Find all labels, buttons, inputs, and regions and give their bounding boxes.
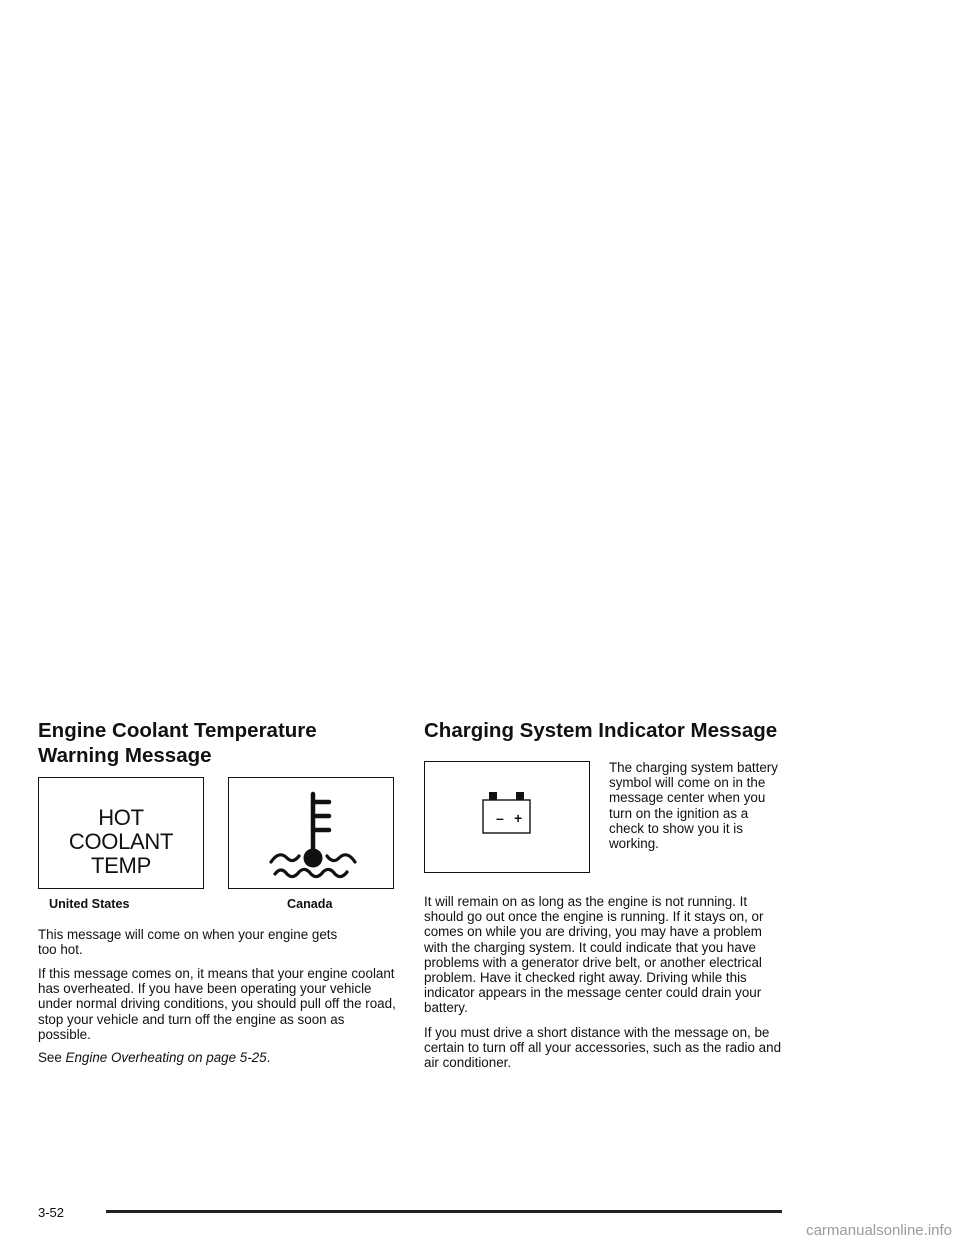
- hot-line: HOT: [98, 805, 144, 830]
- battery-icon: [425, 762, 588, 871]
- battery-symbol-box: [424, 761, 590, 873]
- charging-side-text: The charging system battery symbol will come on in the message center when you turn on the ignition as a check to show you it is working.: [609, 760, 778, 852]
- section-heading-charging: Charging System Indicator Message: [424, 719, 778, 742]
- coolant-symbol-canada: [228, 777, 394, 889]
- engine-overheating-link[interactable]: Engine Overheating on page 5-25: [65, 1050, 267, 1065]
- hot-coolant-temp-symbol-us: [38, 777, 204, 889]
- coolant-line: COOLANT: [68, 829, 174, 854]
- coolant-see-reference: [38, 1050, 400, 1065]
- hot-coolant-temp-text: [39, 806, 203, 878]
- coolant-para-2: If this message comes on, it means that your engine coolant has overheated. If you have been operating your vehicle under normal driving conditions, you should pull off the road, stop your vehicle and turn off the engine as soon as possible.: [38, 966, 396, 1042]
- battery-plus: +: [514, 810, 523, 826]
- footer-rule: [106, 1210, 782, 1213]
- watermark: carmanualsonline.info: [806, 1222, 952, 1239]
- charging-para-2: If you must drive a short distance with the message on, be certain to turn off all your accessories, such as the radio and air conditioner.: [424, 1025, 782, 1071]
- see-prefix: See: [38, 1050, 66, 1065]
- battery-minus: –: [496, 810, 504, 826]
- coolant-para-1: This message will come on when your engine gets too hot.: [38, 927, 338, 958]
- see-suffix: .: [266, 1050, 271, 1065]
- coolant-temperature-icon: [229, 778, 392, 887]
- section-heading-coolant-line1: Engine Coolant Temperature: [38, 719, 317, 742]
- caption-united-states: United States: [49, 897, 130, 911]
- caption-canada: Canada: [287, 897, 333, 911]
- charging-para-1: It will remain on as long as the engine is not running. It should go out once the engine is running. If it stays on, or comes on while you are driving, you may have a problem with the charging system. It could indicate that you have problems with a generator drive belt, or another electrical problem. Have it checked right away. Driving while this indicator appears in the message center could drain your battery.: [424, 894, 764, 1016]
- page-number: 3-52: [38, 1205, 65, 1220]
- temp-line: TEMP: [91, 853, 151, 878]
- section-heading-coolant-line2: Warning Message: [38, 744, 212, 767]
